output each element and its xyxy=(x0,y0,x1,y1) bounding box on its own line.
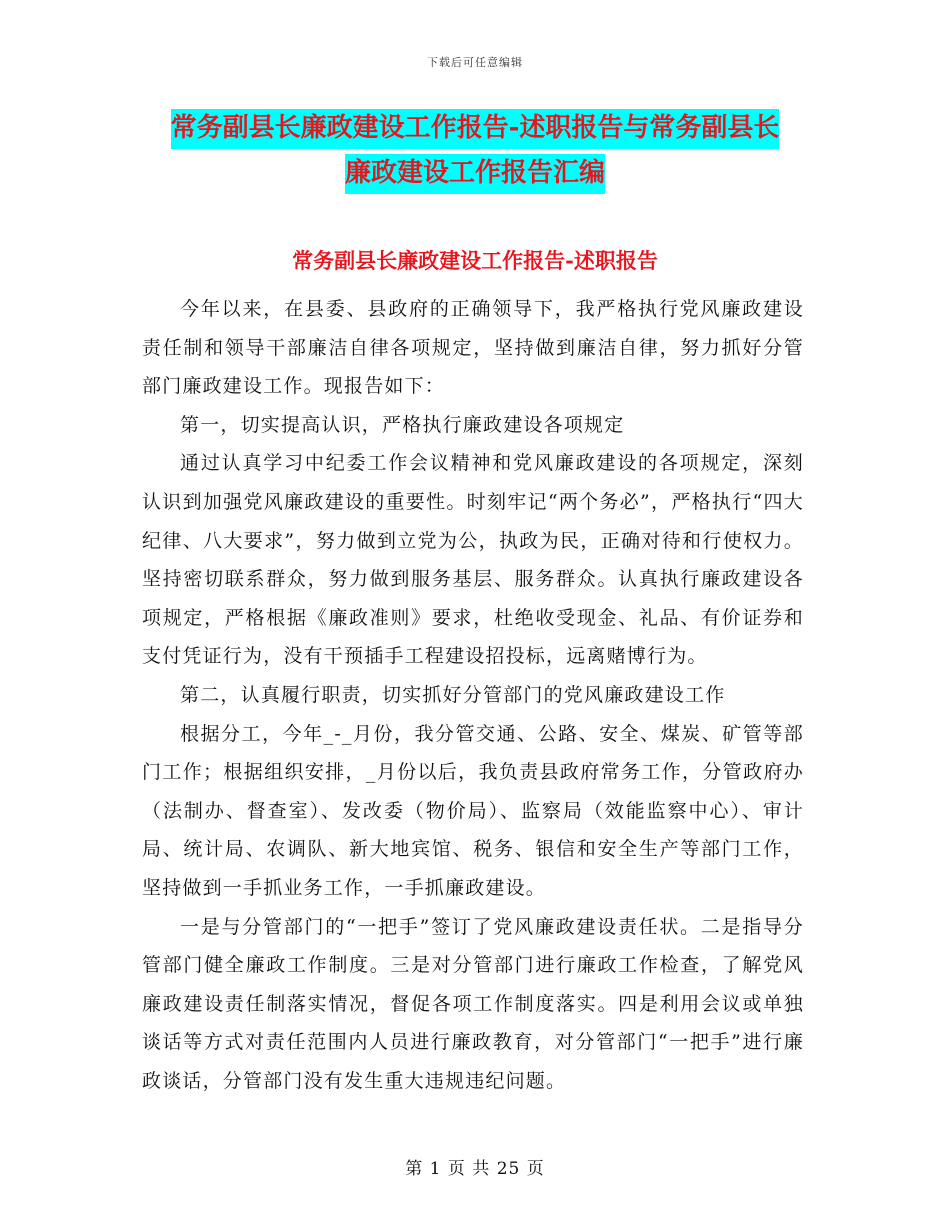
body-paragraph: 根据分工，今年_-_月份，我分管交通、公路、安全、煤炭、矿管等部门工作；根据组织安排，_月份以后，我负责县政府常务工作，分管政府办（法制办、督查室）、发改委（物价局）、监察局（效能监察中心）、审计局、统计局、农调队、新大地宾馆、税务、银信和安全生产等部门工作，坚持做到一手抓业务工作，一手抓廉政建设。 xyxy=(142,722,804,899)
document-title-line-2 xyxy=(0,160,950,186)
document-title-line-1-highlight: 常务副县长廉政建设工作报告-述职报告与常务副县长 xyxy=(171,109,780,149)
document-body xyxy=(142,290,804,1100)
body-paragraph: 第一，切实提高认识，严格执行廉政建设各项规定 xyxy=(180,413,625,436)
page-header-note: 下载后可任意编辑 xyxy=(427,56,523,69)
body-paragraph: 一是与分管部门的“一把手”签订了党风廉政建设责任状。二是指导分管部门健全廉政工作制度。三是对分管部门进行廉政工作检查，了解党风廉政建设责任制落实情况，督促各项工作制度落实。四是利用会议或单独谈话等方式对责任范围内人员进行廉政教育，对分管部门“一把手”进行廉政谈话，分管部门没有发生重大违规违纪问题。 xyxy=(142,915,804,1092)
document-title-line-1 xyxy=(0,115,950,141)
body-paragraph: 第二，认真履行职责，切实抓好分管部门的党风廉政建设工作 xyxy=(180,683,726,706)
document-title-line-2-highlight: 廉政建设工作报告汇编 xyxy=(345,154,605,194)
body-paragraph: 今年以来，在县委、县政府的正确领导下，我严格执行党风廉政建设责任制和领导干部廉洁自律各项规定，坚持做到廉洁自律，努力抓好分管部门廉政建设工作。现报告如下： xyxy=(142,298,804,398)
body-paragraph: 通过认真学习中纪委工作会议精神和党风廉政建设的各项规定，深刻认识到加强党风廉政建设的重要性。时刻牢记“两个务必”，严格执行“四大纪律、八大要求”，努力做到立党为公，执政为民，正确对待和行使权力。坚持密切联系群众，努力做到服务基层、服务群众。认真执行廉政建设各项规定，严格根据《廉政准则》要求，杜绝收受现金、礼品、有价证券和支付凭证行为，没有干预插手工程建设招投标，远离赌博行为。 xyxy=(142,452,804,668)
page-number-footer: 第 1 页 共 25 页 xyxy=(405,1159,545,1179)
section-title: 常务副县长廉政建设工作报告-述职报告 xyxy=(292,248,658,273)
